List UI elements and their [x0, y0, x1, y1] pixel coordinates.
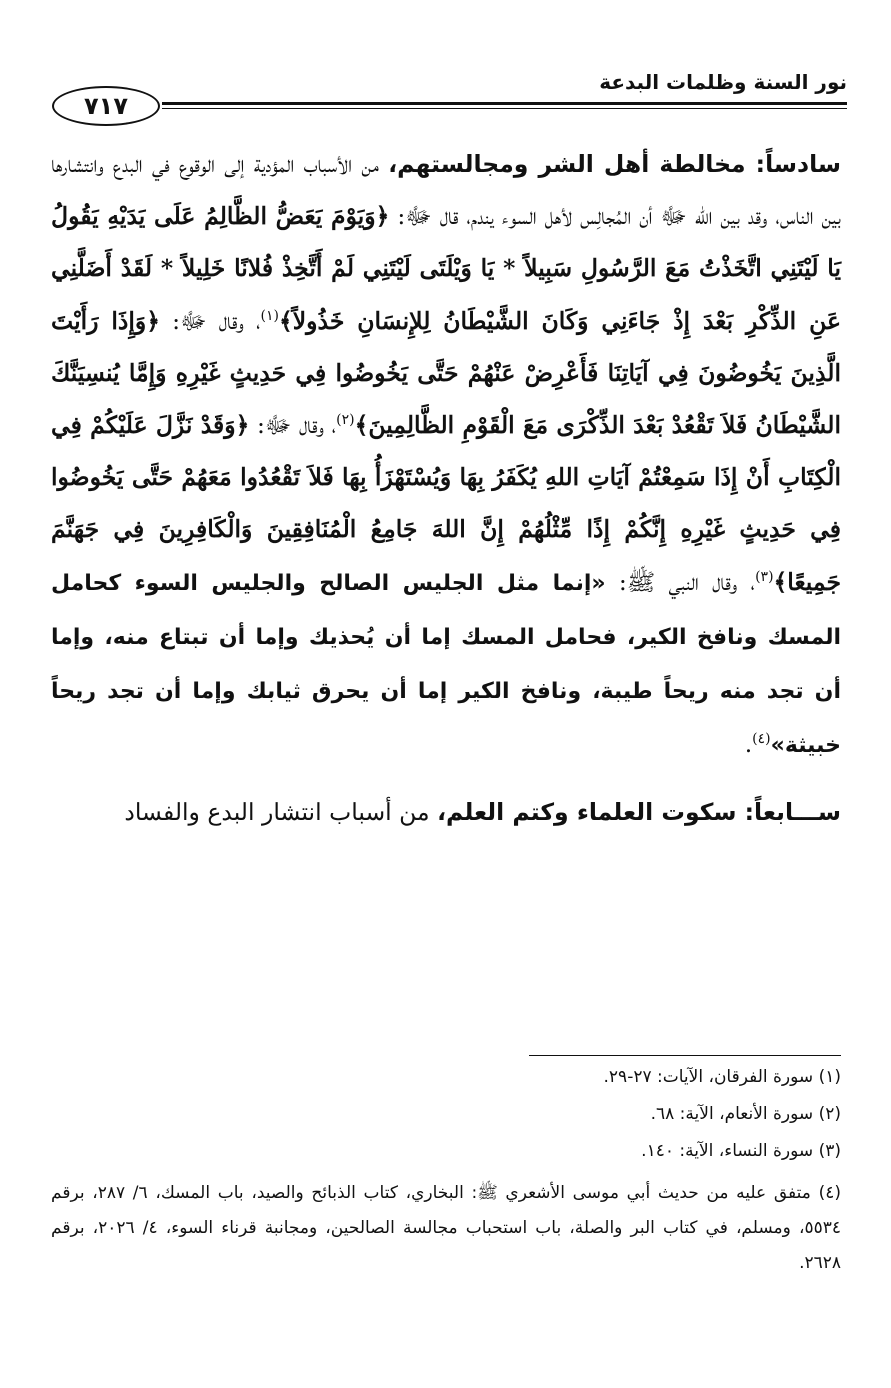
header-rule	[162, 102, 847, 105]
connector-text-2: ، وقال ﷻ:	[249, 411, 337, 440]
header-rule-thin	[162, 108, 847, 109]
footnote-3: (٣) سورة النساء، الآية: ١٤٠.	[641, 1141, 841, 1161]
footnote-1: (١) سورة الفرقان، الآيات: ٢٧-٢٩.	[603, 1067, 841, 1087]
paragraph-seventh-cause	[51, 786, 841, 838]
footnote-ref-2: (٢)	[336, 412, 355, 429]
page-number: ٧١٧	[52, 86, 160, 126]
section-heading-sixth: سادساً: مخالطة أهل الشر ومجالستهم،	[388, 150, 841, 178]
quran-verse-furqan: ﴿وَيَوْمَ يَعَضُّ الظَّالِمُ عَلَى يَدَيْهِ يَقُولُ يَا لَيْتَنِي اتَّخَذْتُ مَعَ الرَّسُولِ سَبِيلاً * يَا وَيْلَتَى لَيْتَنِي لَمْ أَتَّخِذْ فُلانًا خَلِيلاً * لَقَدْ أَضَلَّنِي عَنِ الذِّكْرِ بَعْدَ إِذْ جَاءَنِي وَكَانَ الشَّيْطَانُ لِلإِنسَانِ خَذُولاً﴾	[51, 202, 841, 335]
section-heading-seventh: ســـابعاً: سكوت العلماء وكتم العلم،	[437, 798, 841, 827]
paragraph-sixth-cause	[51, 138, 841, 772]
hadith-quote: «إنما مثل الجليس الصالح والجليس السوء كحامل المسك ونافخ الكير، فحامل المسك إما أن يُحذيك وإما أن تبتاع منه، وإما أن تجد منه ريحاً طيبة، ونافخ الكير إما أن يحرق ثيابك وإما أن تجد ريحاً خبيثة»	[51, 570, 841, 759]
seventh-cause-text: من أسباب انتشار البدع والفساد	[124, 798, 438, 827]
footnote-ref-4: (٤)	[752, 731, 771, 748]
main-text	[51, 138, 841, 839]
footnote-4: (٤) متفق عليه من حديث أبي موسى الأشعري ﷺ: البخاري، كتاب الذبائح والصيد، باب المسك، ٦/ ٢٨٧، برقم ٥٥٣٤، ومسلم، في كتاب البر والصلة، باب استحباب مجالسة الصالحين، ومجانبة قرناء السوء، ٤/ ٢٠٢٦، برقم ٢٦٢٨.	[51, 1183, 841, 1273]
intro-text: من الأسباب المؤدية إلى الوقوع في البدع وانتشارها بين الناس، وقد بين الله ﷻ أن المُجالِس لأهل السوء يندم، قال ﷻ:	[51, 150, 841, 231]
paragraph-end: .	[744, 730, 753, 759]
running-title: نور السنة وظلمات البدعة	[599, 70, 847, 94]
footnotes	[51, 1055, 841, 1281]
quran-verse-anam: ﴿وَإِذَا رَأَيْتَ الَّذِينَ يَخُوضُونَ فِي آيَاتِنَا فَأَعْرِضْ عَنْهُمْ حَتَّى يَخُوضُوا فِي حَدِيثٍ غَيْرِهِ وَإِمَّا يُنسِيَنَّكَ الشَّيْطَانُ فَلاَ تَقْعُدْ بَعْدَ الذِّكْرَى مَعَ الْقَوْمِ الظَّالِمِينَ﴾	[51, 306, 841, 440]
page-header	[52, 62, 847, 132]
footnote-ref-1: (١)	[260, 307, 279, 324]
quran-verse-nisa: ﴿وَقَدْ نَزَّلَ عَلَيْكُمْ فِي الْكِتَابِ أَنْ إِذَا سَمِعْتُمْ آيَاتِ اللهِ يُكَفَرُ بِهَا وَيُسْتَهْزَأُ بِهَا فَلاَ تَقْعُدُوا مَعَهُمْ حَتَّى يَخُوضُوا فِي حَدِيثٍ غَيْرِهِ إِنَّكُمْ إِذًا مِّثْلُهُمْ إِنَّ اللهَ جَامِعُ الْمُنَافِقِينَ وَالْكَافِرِينَ فِي جَهَنَّمَ جَمِيعًا﴾	[51, 411, 842, 596]
footnote-ref-3: (٣)	[755, 568, 774, 585]
footnote-2: (٢) سورة الأنعام، الآية: ٦٨.	[650, 1104, 841, 1124]
connector-text-1: ، وقال ﷻ:	[160, 306, 261, 335]
connector-text-3: ، وقال النبي ﷺ:	[605, 567, 756, 596]
